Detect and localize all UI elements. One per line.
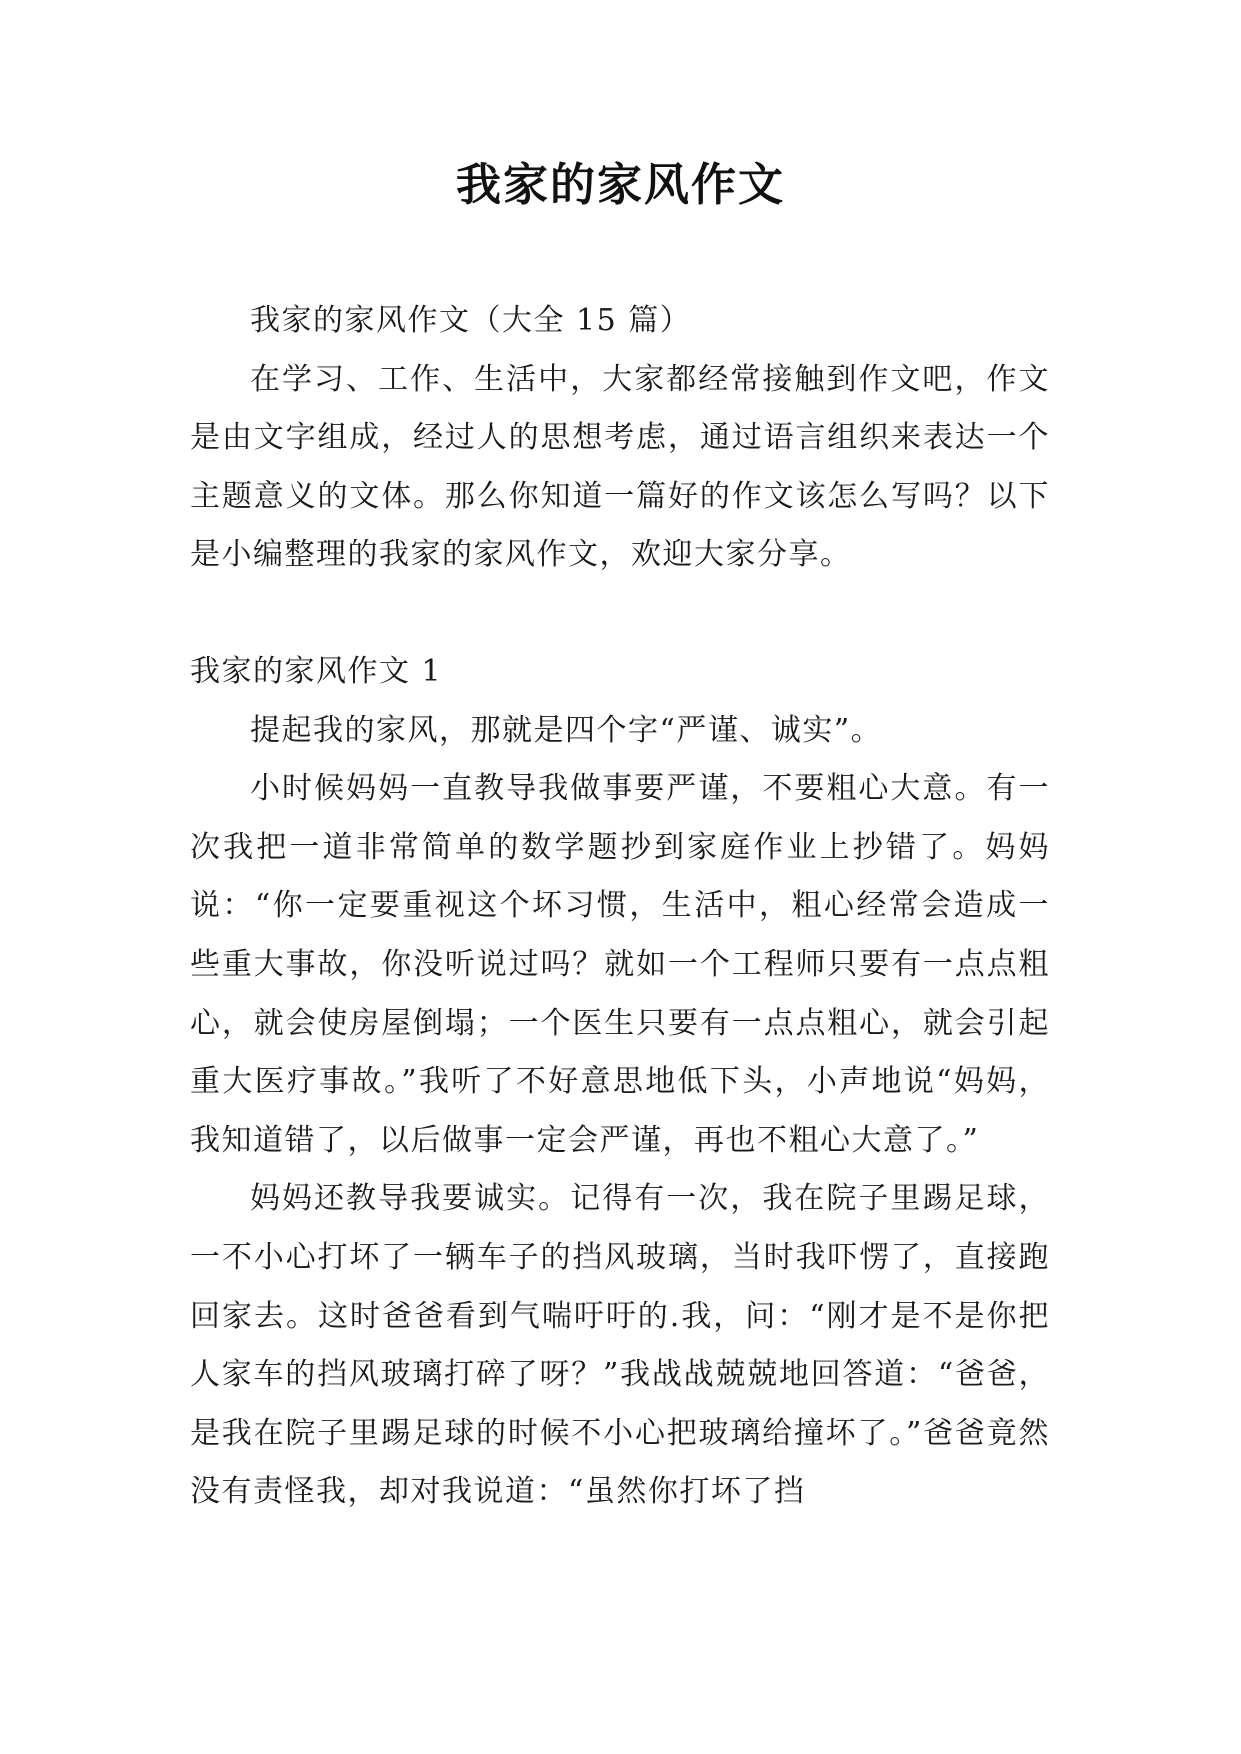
document-body <box>190 292 1050 1522</box>
document-title: 我家的家风作文 <box>455 158 785 211</box>
section-spacer <box>190 585 1050 643</box>
body-paragraph: 提起我的家风，那就是四个字“严谨、诚实”。 <box>250 712 883 748</box>
intro-paragraph: 在学习、工作、生活中，大家都经常接触到作文吧，作文是由文字组成，经过人的思想考虑，通过语言组织来表达一个主题意义的文体。那么你知道一篇好的作文该怎么写吗？以下是小编整理的我家的家风作文，欢迎大家分享。 <box>190 361 1050 573</box>
body-paragraph: 妈妈还教导我要诚实。记得有一次，我在院子里踢足球，一不小心打坏了一辆车子的挡风玻璃，当时我吓愣了，直接跑回家去。这时爸爸看到气喘吁吁的.我，问：“刚才是不是你把人家车的挡风玻璃打碎了呀？”我战战兢兢地回答道：“爸爸，是我在院子里踢足球的时候不小心把玻璃给撞坏了。”爸爸竟然没有责怪我，却对我说道：“虽然你打坏了挡 <box>190 1181 1050 1510</box>
body-paragraph: 小时候妈妈一直教导我做事要严谨，不要粗心大意。有一次我把一道非常简单的数学题抄到家庭作业上抄错了。妈妈说：“你一定要重视这个坏习惯，生活中，粗心经常会造成一些重大事故，你没听说过吗？就如一个工程师只要有一点点粗心，就会使房屋倒塌；一个医生只要有一点点粗心，就会引起重大医疗事故。”我听了不好意思地低下头，小声地说“妈妈，我知道错了，以后做事一定会严谨，再也不粗心大意了。” <box>190 771 1050 1158</box>
section-heading: 我家的家风作文 1 <box>190 653 443 689</box>
subtitle-paragraph: 我家的家风作文（大全 15 篇） <box>250 303 692 338</box>
